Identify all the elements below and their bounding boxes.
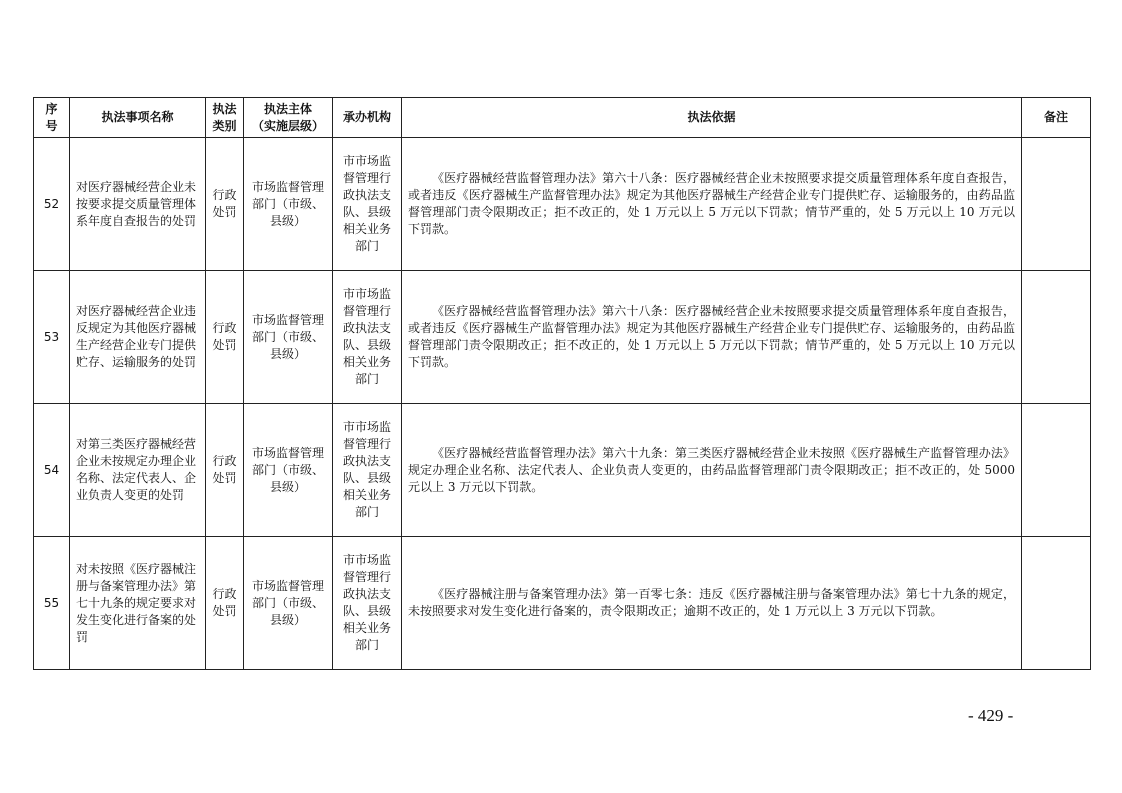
row-remarks xyxy=(1022,404,1091,537)
header-basis: 执法依据 xyxy=(402,98,1022,138)
row-basis: 《医疗器械经营监督管理办法》第六十八条：医疗器械经营企业未按照要求提交质量管理体系年度自查报告，或者违反《医疗器械生产监督管理办法》规定为其他医疗器械生产经营企业专门提供贮存、运输服务的，由药品监督管理部门责令限期改正；拒不改正的，处 1 万元以上 5 万元以下罚款；情节严重的，处 5 万元以上 10 万元以下罚款。 xyxy=(402,271,1022,404)
row-agency: 市市场监督管理行政执法支队、县级相关业务部门 xyxy=(333,271,402,404)
row-agency: 市市场监督管理行政执法支队、县级相关业务部门 xyxy=(333,537,402,670)
row-subject: 市场监督管理部门（市级、县级） xyxy=(244,271,333,404)
row-category: 行政处罚 xyxy=(206,537,244,670)
table-row xyxy=(34,404,1091,537)
table-row xyxy=(34,537,1091,670)
row-category: 行政处罚 xyxy=(206,138,244,271)
row-remarks xyxy=(1022,271,1091,404)
page-number: - 429 - xyxy=(968,706,1014,725)
row-subject: 市场监督管理部门（市级、县级） xyxy=(244,404,333,537)
row-agency: 市市场监督管理行政执法支队、县级相关业务部门 xyxy=(333,138,402,271)
row-item-name: 对医疗器械经营企业未按要求提交质量管理体系年度自查报告的处罚 xyxy=(70,138,206,271)
header-subject: 执法主体 （实施层级） xyxy=(244,98,333,138)
header-agency: 承办机构 xyxy=(333,98,402,138)
row-remarks xyxy=(1022,537,1091,670)
header-index: 序 号 xyxy=(34,98,70,138)
row-remarks xyxy=(1022,138,1091,271)
row-index: 52 xyxy=(34,138,70,271)
row-index: 55 xyxy=(34,537,70,670)
row-agency: 市市场监督管理行政执法支队、县级相关业务部门 xyxy=(333,404,402,537)
header-remarks: 备注 xyxy=(1022,98,1091,138)
row-index: 53 xyxy=(34,271,70,404)
row-basis: 《医疗器械经营监督管理办法》第六十八条：医疗器械经营企业未按照要求提交质量管理体系年度自查报告，或者违反《医疗器械生产监督管理办法》规定为其他医疗器械生产经营企业专门提供贮存、运输服务的，由药品监督管理部门责令限期改正；拒不改正的，处 1 万元以上 5 万元以下罚款；情节严重的，处 5 万元以上 10 万元以下罚款。 xyxy=(402,138,1022,271)
row-item-name: 对第三类医疗器械经营企业未按规定办理企业名称、法定代表人、企业负责人变更的处罚 xyxy=(70,404,206,537)
row-item-name: 对未按照《医疗器械注册与备案管理办法》第七十九条的规定要求对发生变化进行备案的处罚 xyxy=(70,537,206,670)
row-category: 行政处罚 xyxy=(206,404,244,537)
row-basis: 《医疗器械注册与备案管理办法》第一百零七条：违反《医疗器械注册与备案管理办法》第七十九条的规定，未按照要求对发生变化进行备案的，责令限期改正；逾期不改正的，处 1 万元以上 3 万元以下罚款。 xyxy=(402,537,1022,670)
row-subject: 市场监督管理部门（市级、县级） xyxy=(244,537,333,670)
header-item-name: 执法事项名称 xyxy=(70,98,206,138)
row-index: 54 xyxy=(34,404,70,537)
table-row xyxy=(34,271,1091,404)
header-category: 执法 类别 xyxy=(206,98,244,138)
row-basis: 《医疗器械经营监督管理办法》第六十九条：第三类医疗器械经营企业未按照《医疗器械生产监督管理办法》规定办理企业名称、法定代表人、企业负责人变更的，由药品监督管理部门责令限期改正；拒不改正的，处 5000 元以上 3 万元以下罚款。 xyxy=(402,404,1022,537)
row-category: 行政处罚 xyxy=(206,271,244,404)
row-item-name: 对医疗器械经营企业违反规定为其他医疗器械生产经营企业专门提供贮存、运输服务的处罚 xyxy=(70,271,206,404)
table-row xyxy=(34,138,1091,271)
enforcement-table xyxy=(33,97,1091,670)
row-subject: 市场监督管理部门（市级、县级） xyxy=(244,138,333,271)
header-row xyxy=(34,98,1091,138)
